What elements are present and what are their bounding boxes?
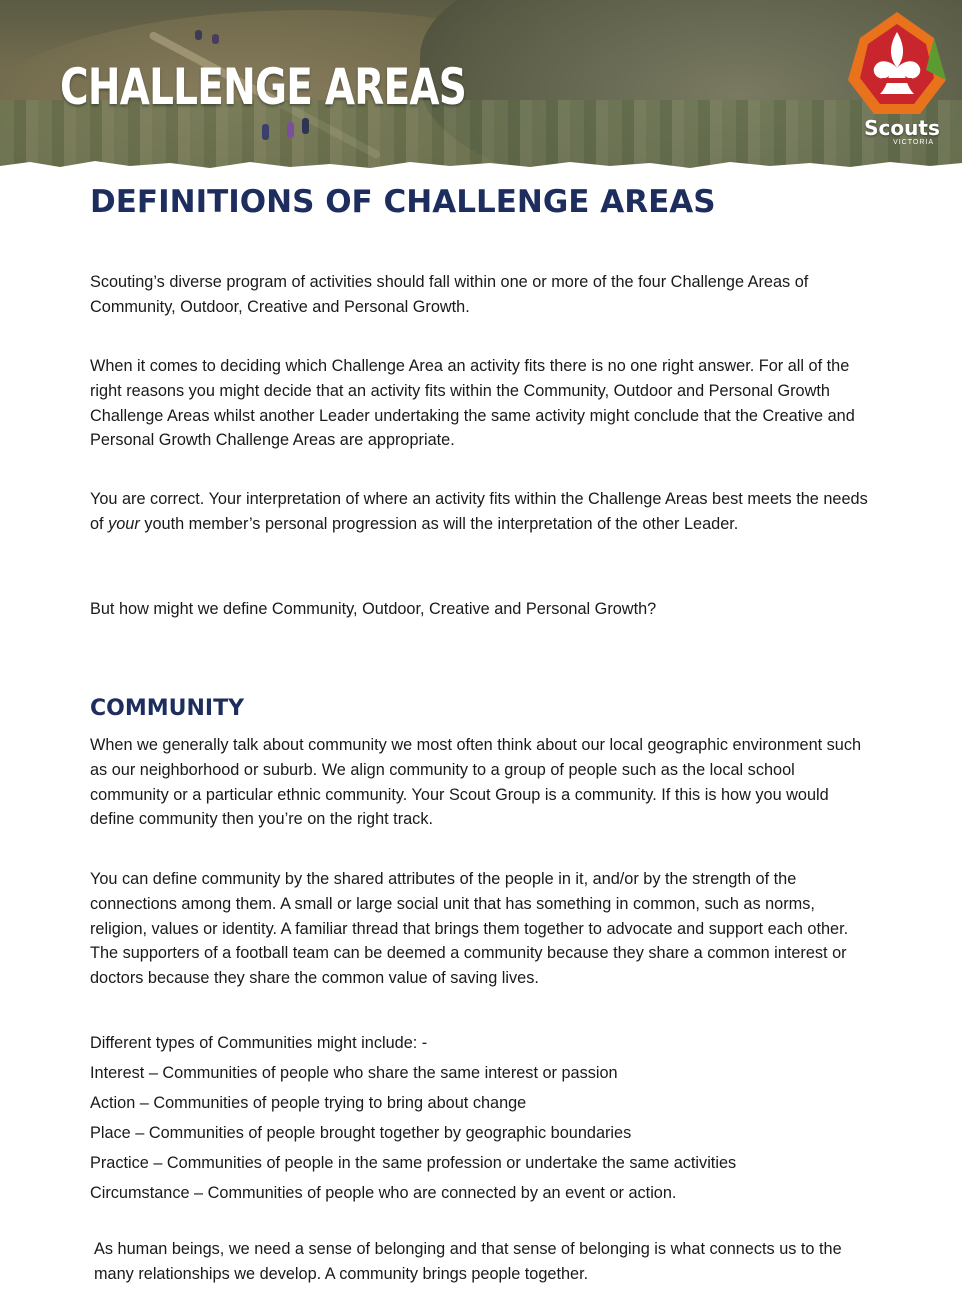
banner-title: CHALLENGE AREAS xyxy=(60,58,467,116)
hiker-figure xyxy=(262,124,269,140)
community-paragraph: You can define community by the shared attributes of the people in it, and/or by the strength of the connections among them. A small or large social unit that has something in common, such as norms, religion, values or identity. A familiar thread that brings them together to advocate and support each other. The supporters of a football team can be deemed a community because they share a common interest or doctors because they share the common value of saving lives. xyxy=(90,870,849,988)
community-types-list xyxy=(90,1028,870,1208)
community-paragraph: When we generally talk about community we most often think about our local geographic environment such as our neighborhood or suburb. We align community to a group of people such as the local school community or a particular ethnic community. Your Scout Group is a community. If this is how you would define community then you’re on the right track. xyxy=(90,736,862,829)
logo-wordmark: Scouts xyxy=(864,116,940,140)
intro-paragraph: Scouting’s diverse program of activities should fall within one or more of the four Challenge Areas of Community, Outdoor, Creative and Personal Growth. xyxy=(90,273,809,316)
hiker-figure xyxy=(212,34,219,44)
logo-subtitle: VICTORIA xyxy=(893,139,934,146)
list-item: Interest – Communities of people who share the same interest or passion xyxy=(90,1064,618,1082)
torn-paper-edge xyxy=(0,158,962,180)
list-item: Action – Communities of people trying to bring about change xyxy=(90,1094,527,1112)
list-item: Circumstance – Communities of people who are connected by an event or action. xyxy=(90,1184,677,1202)
list-item: Practice – Communities of people in the same profession or undertake the same activities xyxy=(90,1154,737,1172)
hiker-figure xyxy=(195,30,202,40)
list-intro: Different types of Communities might include: - xyxy=(90,1034,428,1052)
paragraph-text: You are correct. Your interpretation of where an activity fits within the Challenge Areas best meets the needs of xyxy=(90,490,868,533)
emphasis-text: your xyxy=(108,514,140,533)
hiker-figure xyxy=(302,118,309,134)
page-title: DEFINITIONS OF CHALLENGE AREAS xyxy=(90,184,716,220)
interpretation-paragraph xyxy=(90,487,870,537)
paragraph-text: youth member’s personal progression as will the interpretation of the other Leader. xyxy=(139,514,739,533)
hiker-figure xyxy=(287,122,294,138)
section-heading-community: COMMUNITY xyxy=(90,696,245,721)
question-paragraph: But how might we define Community, Outdoor, Creative and Personal Growth? xyxy=(90,600,657,618)
closing-paragraph: As human beings, we need a sense of belonging and that sense of belonging is what connects us to the many relationships we develop. A community brings people together. xyxy=(94,1240,842,1283)
list-item: Place – Communities of people brought together by geographic boundaries xyxy=(90,1124,632,1142)
intro-paragraph: When it comes to deciding which Challenge Area an activity fits there is no one right answer. For all of the right reasons you might decide that an activity fits within the Community, Outdoor and Personal Growth Challenge Areas whilst another Leader undertaking the same activity might conclude that the Creative and Personal Growth Challenge Areas are appropriate. xyxy=(90,357,855,450)
